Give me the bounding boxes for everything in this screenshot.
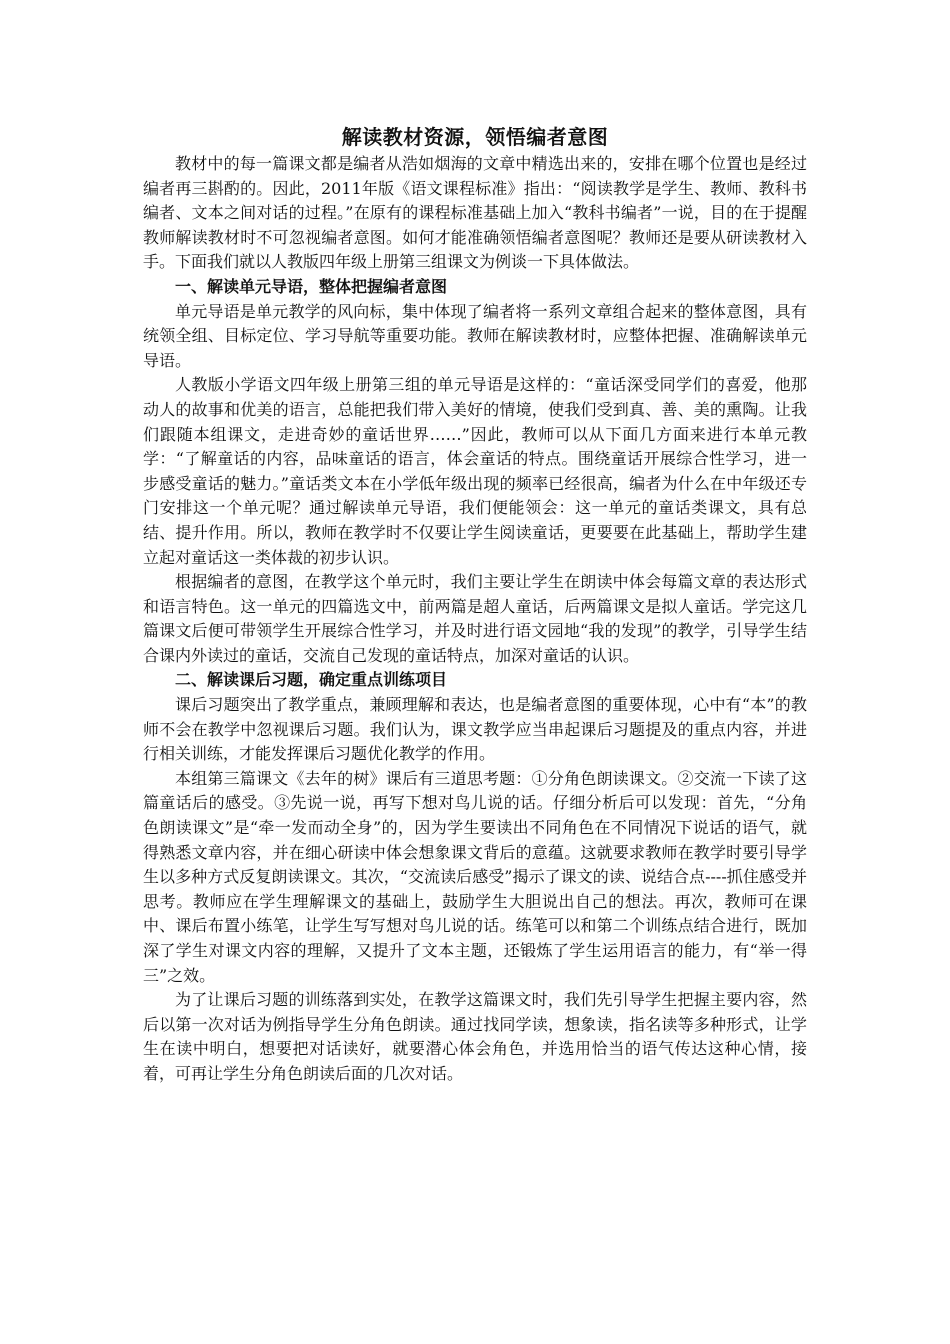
paragraph-intro: 教材中的每一篇课文都是编者从浩如烟海的文章中精选出来的，安排在哪个位置也是经过编者再三斟酌的。因此，2011年版《语文课程标准》指出：“阅读教学是学生、教师、教科书编者、文本之间对话的过程。”在原有的课程标准基础上加入“教科书编者”一说，目的在于提醒教师解读教材时不可忽视编者意图。如何才能准确领悟编者意图呢？教师还是要从研读教材入手。下面我们就以人教版四年级上册第三组课文为例谈一下具体做法。 bbox=[143, 154, 807, 272]
paragraph: 本组第三篇课文《去年的树》课后有三道思考题：①分角色朗读课文。②交流一下读了这篇童话后的感受。③先说一说，再写下想对鸟儿说的话。仔细分析后可以发现：首先，“分角色朗读课文”是“牵一发而动全身”的，因为学生要读出不同角色在不同情况下说话的语气，就得熟悉文章内容，并在细心研读中体会想象课文背后的意蕴。这就要求教师在教学时要引导学生以多种方式反复朗读课文。其次，“交流读后感受”揭示了课文的读、说结合点----抓住感受并思考。教师应在学生理解课文的基础上，鼓励学生大胆说出自己的想法。再次，教师可在课中、课后布置小练笔，让学生写写想对鸟儿说的话。练笔可以和第二个训练点结合进行，既加深了学生对课文内容的理解，又提升了文本主题，还锻炼了学生运用语言的能力，有“举一得三”之效。 bbox=[143, 768, 807, 985]
paragraph: 课后习题突出了教学重点，兼顾理解和表达，也是编者意图的重要体现，心中有“本”的教师不会在教学中忽视课后习题。我们认为，课文教学应当串起课后习题提及的重点内容，并进行相关训练，才能发挥课后习题优化教学的作用。 bbox=[143, 695, 807, 764]
paragraph: 单元导语是单元教学的风向标，集中体现了编者将一系列文章组合起来的整体意图，具有统领全组、目标定位、学习导航等重要功能。教师在解读教材时，应整体把握、准确解读单元导语。 bbox=[143, 301, 807, 370]
paragraph: 根据编者的意图，在教学这个单元时，我们主要让学生在朗读中体会每篇文章的表达形式和语言特色。这一单元的四篇选文中，前两篇是超人童话，后两篇课文是拟人童话。学完这几篇课文后便可带领学生开展综合性学习，并及时进行语文园地“我的发现”的教学，引导学生结合课内外读过的童话，交流自己发现的童话特点，加深对童话的认识。 bbox=[143, 572, 807, 665]
paragraph: 人教版小学语文四年级上册第三组的单元导语是这样的：“童话深受同学们的喜爱，他那动人的故事和优美的语言，总能把我们带入美好的情境，使我们受到真、善、美的熏陶。让我们跟随本组课文，走进奇妙的童话世界……”因此，教师可以从下面几方面来进行本单元教学：“了解童话的内容，品味童话的语言，体会童话的特点。围绕童话开展综合性学习，进一步感受童话的魅力。”童话类文本在小学低年级出现的频率已经很高，编者为什么在中年级还专门安排这一个单元呢？通过解读单元导语，我们便能领会：这一单元的童话类课文，具有总结、提升作用。所以，教师在教学时不仅要让学生阅读童话，更要要在此基础上，帮助学生建立起对童话这一类体裁的初步认识。 bbox=[143, 375, 807, 567]
section-heading-2: 二、解读课后习题，确定重点训练项目 bbox=[175, 670, 448, 690]
document-page bbox=[143, 122, 807, 1087]
section-heading-1: 一、解读单元导语，整体把握编者意图 bbox=[175, 276, 448, 296]
document-title: 解读教材资源，领悟编者意图 bbox=[341, 125, 609, 149]
paragraph: 为了让课后习题的训练落到实处，在教学这篇课文时，我们先引导学生把握主要内容，然后以第一次对话为例指导学生分角色朗读。通过找同学读，想象读，指名读等多种形式，让学生在读中明白，想要把对话读好，就要潜心体会角色，并选用恰当的语气传达这种心情，接着，可再让学生分角色朗读后面的几次对话。 bbox=[143, 990, 807, 1083]
